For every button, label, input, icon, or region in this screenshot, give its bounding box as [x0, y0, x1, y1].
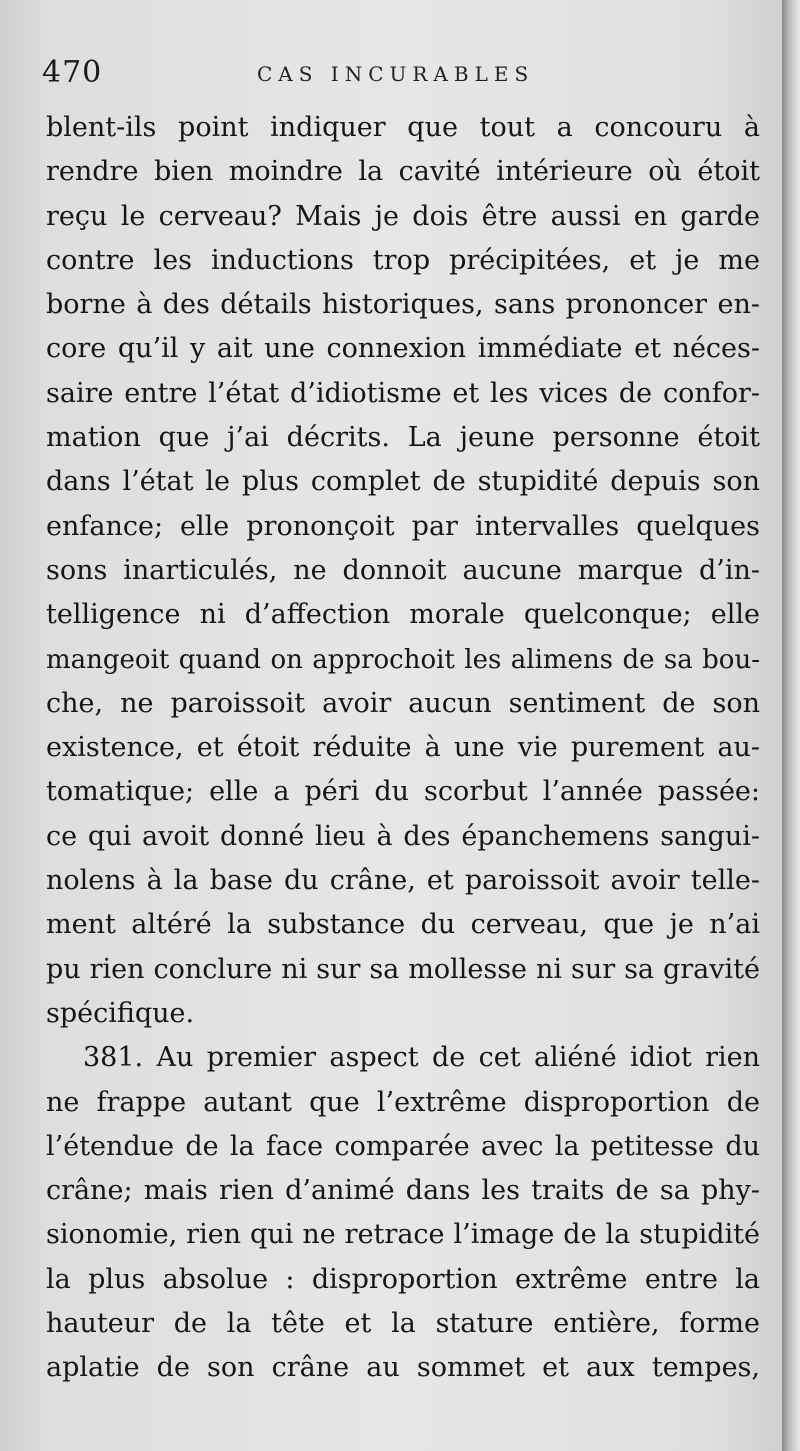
text-line: enfance; elle prononçoit par intervalles quelques	[46, 510, 760, 542]
paragraph-start-line: 381. Au premier aspect de cet aliéné idiot rien	[83, 1042, 760, 1074]
text-line: existence, et étoit réduite à une vie purement au-	[46, 732, 760, 764]
text-line: borne à des détails historiques, sans prononcer en-	[46, 289, 760, 321]
text-line: sionomie, rien qui ne retrace l’image de la stupidité	[46, 1219, 760, 1251]
text-line: hauteur de la tête et la stature entière, forme	[46, 1308, 760, 1340]
text-line: mation que j’ai décrits. La jeune personne étoit	[46, 422, 760, 454]
page-header	[42, 55, 762, 95]
text-line: la plus absolue : disproportion extrême entre la	[46, 1263, 760, 1295]
page-edge-shadow	[782, 0, 800, 1451]
text-line: contre les inductions trop précipitées, et je me	[46, 244, 760, 276]
text-line: core qu’il y ait une connexion immédiate et néces-	[46, 333, 760, 365]
text-line: aplatie de son crâne au sommet et aux tempes,	[46, 1352, 760, 1384]
text-line: rendre bien moindre la cavité intérieure où étoit	[46, 156, 760, 188]
text-line: pu rien conclure ni sur sa mollesse ni sur sa gravité	[46, 953, 760, 985]
text-line: crâne; mais rien d’animé dans les traits de sa phy-	[46, 1175, 760, 1207]
text-line: ne frappe autant que l’extrême disproportion de	[46, 1086, 760, 1118]
running-head: CAS INCURABLES	[257, 62, 535, 86]
page-number: 470	[42, 55, 103, 90]
body-text	[46, 106, 760, 1391]
text-line: reçu le cerveau? Mais je dois être aussi en garde	[46, 200, 760, 232]
text-line: sons inarticulés, ne donnoit aucune marque d’in-	[46, 554, 760, 586]
text-line: saire entre l’état d’idiotisme et les vices de confor-	[46, 377, 760, 409]
text-line: nolens à la base du crâne, et paroissoit avoir telle-	[46, 865, 760, 897]
text-line: che, ne paroissoit avoir aucun sentiment de son	[46, 687, 760, 719]
text-line: spécifique.	[46, 997, 195, 1029]
text-line: telligence ni d’affection morale quelconque; elle	[46, 599, 760, 631]
text-line: ce qui avoit donné lieu à des épanchemens sangui-	[46, 820, 760, 852]
text-line: mangeoit quand on approchoit les alimens de sa bou-	[46, 644, 760, 675]
text-line: ment altéré la substance du cerveau, que je n’ai	[46, 909, 760, 941]
text-line: l’étendue de la face comparée avec la petitesse du	[46, 1130, 760, 1162]
text-line: blent-ils point indiquer que tout a concouru à	[46, 112, 760, 143]
text-line: tomatique; elle a péri du scorbut l’année passée:	[46, 776, 760, 808]
text-line: dans l’état le plus complet de stupidité depuis son	[46, 466, 760, 498]
